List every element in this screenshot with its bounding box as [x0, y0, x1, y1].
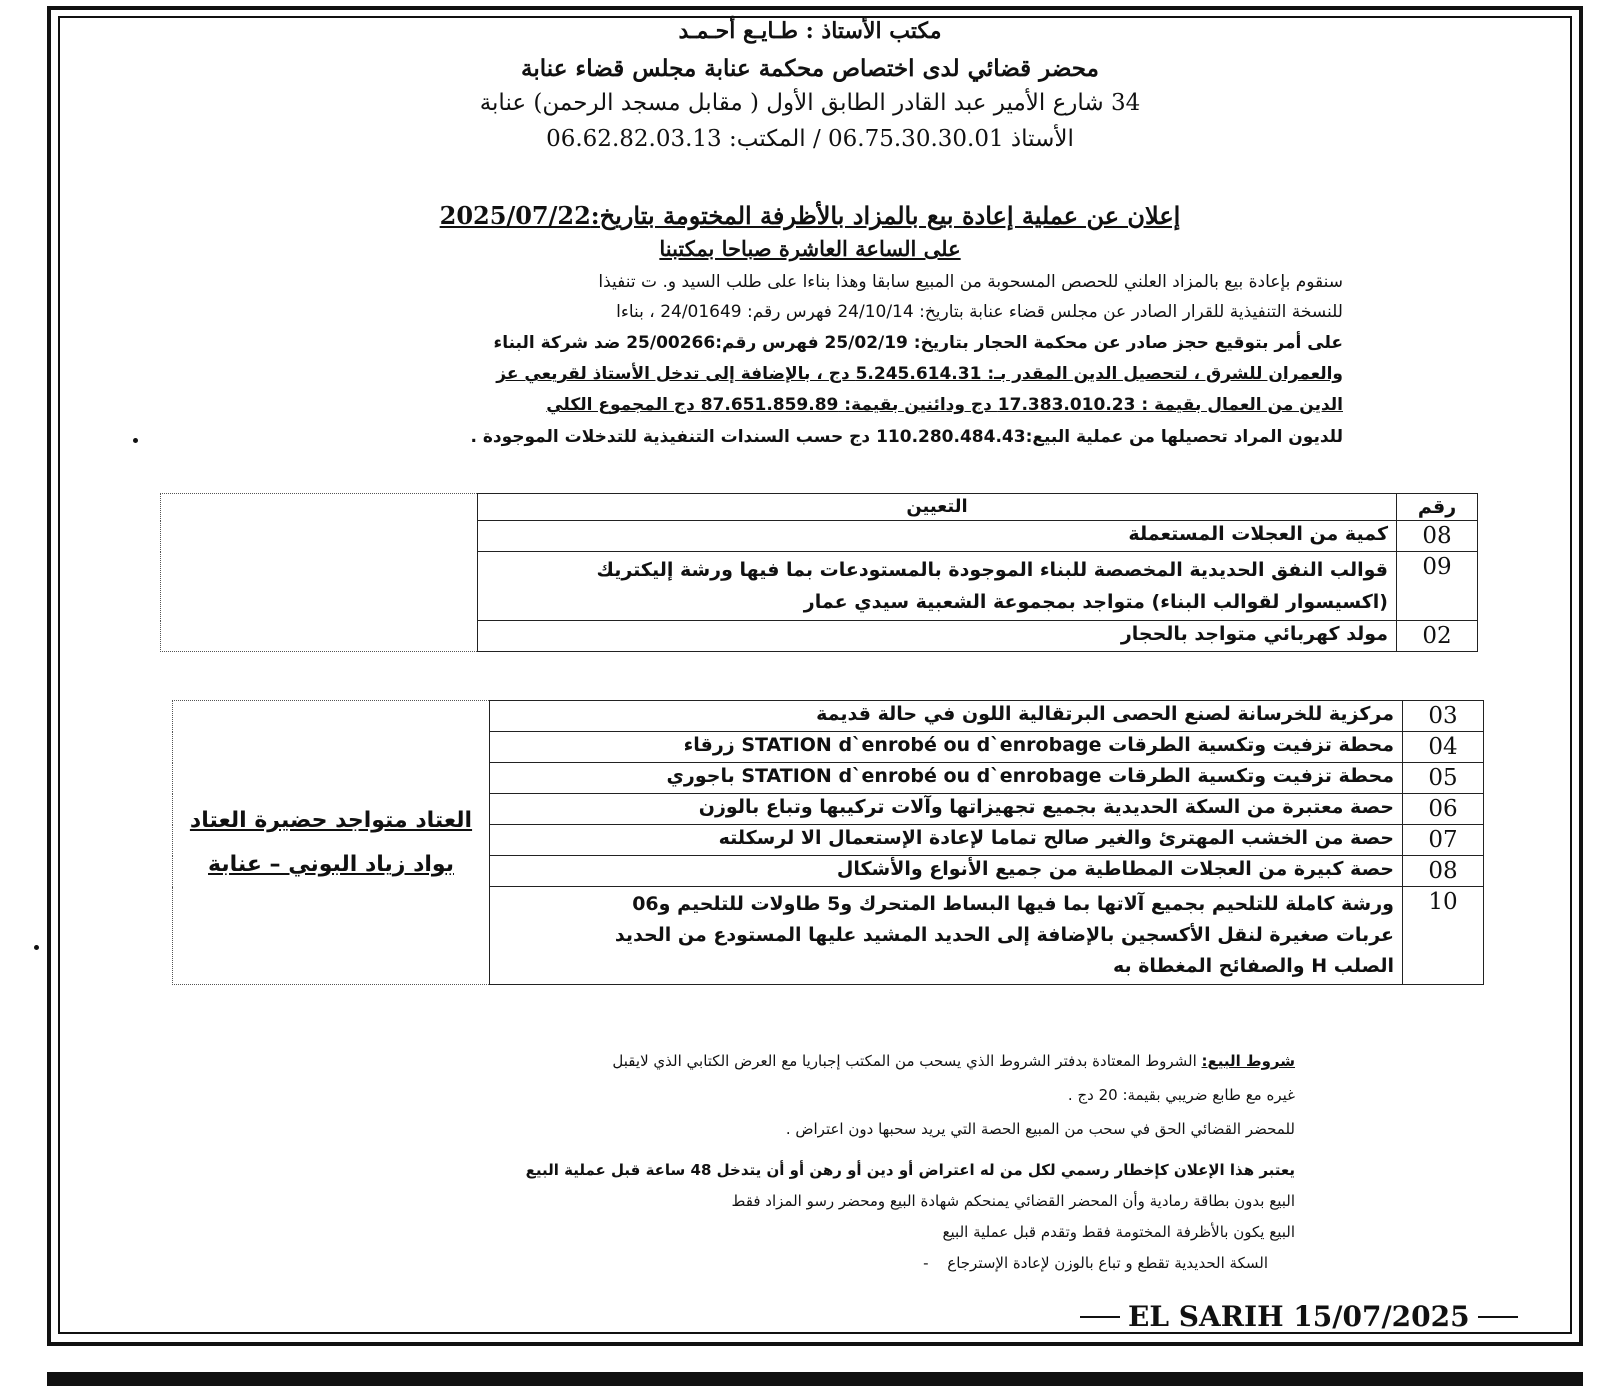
- bullet-dash: -: [923, 1254, 929, 1272]
- footer-rule-left: [1080, 1316, 1120, 1318]
- item-number: 02: [1397, 621, 1478, 652]
- item-number: 06: [1403, 794, 1484, 825]
- terms-line: غيره مع طابع ضريبي بقيمة: 20 دج .: [1067, 1086, 1295, 1104]
- footer-rule-right: [1478, 1316, 1518, 1318]
- item-description: محطة تزفيت وتكسية الطرقات STATION d`enrobé ou d`enrobage باجوري: [490, 763, 1403, 794]
- body-line: على أمر بتوقيع حجز صادر عن محكمة الحجار بتاريخ: 25/02/19 فهرس رقم:25/00266 ضد شركة البناء: [493, 333, 1343, 353]
- bailiff-role: محضر قضائي لدى اختصاص محكمة عنابة مجلس قضاء عنابة: [521, 55, 1099, 82]
- item-number: 10: [1403, 887, 1484, 985]
- item-description: كمية من العجلات المستعملة: [478, 521, 1397, 552]
- item-description-line: ورشة كاملة للتلحيم بجميع آلاتها بما فيها البساط المتحرك و5 طاولات للتلحيم و06: [632, 893, 1394, 915]
- terms-label: شروط البيع:: [1201, 1052, 1295, 1070]
- column-header-description: التعيين: [478, 494, 1397, 521]
- office-phones: الأستاذ 06.75.30.30.01 / المكتب: 06.62.82.03.13: [546, 126, 1074, 152]
- item-description: حصة من الخشب المهترئ والغير صالح تماما لإعادة الإستعمال الا لرسكلته: [490, 825, 1403, 856]
- item-description: حصة معتبرة من السكة الحديدية بجميع تجهيزاتها وآلات تركيبها وتباع بالوزن: [490, 794, 1403, 825]
- body-line: الدين من العمال بقيمة : 17.383.010.23 دج ودائنين بقيمة: 87.651.859.89 دج المجموع الكلي: [546, 395, 1343, 415]
- item-description: مركزية للخرسانة لصنع الحصى البرتقالية اللون في حالة قديمة: [490, 701, 1403, 732]
- item-number: 07: [1403, 825, 1484, 856]
- terms-line: [612, 1052, 1295, 1070]
- item-number: 04: [1403, 732, 1484, 763]
- publication-footer: [1080, 1300, 1540, 1333]
- item-description: مولد كهربائي متواجد بالحجار: [478, 621, 1397, 652]
- table-row: [173, 701, 1484, 732]
- item-number: 08: [1397, 521, 1478, 552]
- item-description: محطة تزفيت وتكسية الطرقات STATION d`enrobé ou d`enrobage زرقاء: [490, 732, 1403, 763]
- announcement-title: إعلان عن عملية إعادة بيع بالمزاد بالأظرفة المختومة بتاريخ:2025/07/22: [439, 201, 1181, 230]
- office-name: مكتب الأستاذ : طـايـع أحـمـد: [678, 18, 942, 44]
- items-table-1: [160, 493, 1478, 652]
- item-number: 08: [1403, 856, 1484, 887]
- body-line: سنقوم بإعادة بيع بالمزاد العلني للحصص المسحوبة من المبيع سابقا وهذا بناءا على طلب السيد و. ت تنفيذا: [598, 272, 1343, 292]
- terms-text: الشروط المعتادة بدفتر الشروط الذي يسحب من المكتب إجباريا مع العرض الكتابي الذي لايقبل: [612, 1052, 1197, 1070]
- item-description-line: قوالب النفق الحديدية المخصصة للبناء الموجودة بالمستودعات بما فيها ورشة إليكتريك: [596, 559, 1388, 581]
- item-number: 09: [1397, 552, 1478, 621]
- location-note: العتاد متواجد حضيرة العتاد بواد زياد البوني – عنابة: [189, 807, 473, 877]
- item-description-line: (اكسيسوار لقوالب البناء) متواجد بمجموعة الشعبية سيدي عمار: [803, 591, 1388, 613]
- terms-line: للمحضر القضائي الحق في سحب من المبيع الحصة التي يريد سحبها دون اعتراض .: [785, 1120, 1295, 1138]
- body-line: للنسخة التنفيذية للقرار الصادر عن مجلس قضاء عنابة بتاريخ: 24/10/14 فهرس رقم: 24/01649 ، بناءا: [616, 302, 1343, 322]
- location-note-cell: [173, 701, 490, 985]
- terms-line: [923, 1254, 1268, 1272]
- terms-line: البيع يكون بالأظرفة المختومة فقط وتقدم قبل عملية البيع: [942, 1223, 1295, 1241]
- scan-speck: [34, 945, 39, 950]
- announcement-subtitle: على الساعة العاشرة صباحا بمكتبنا: [659, 236, 961, 261]
- item-description-line: الصلب H والصفائح المغطاة به: [1112, 955, 1394, 977]
- terms-line: البيع بدون بطاقة رمادية وأن المحضر القضائي يمنحكم شهادة البيع ومحضر رسو المزاد فقط: [731, 1192, 1295, 1210]
- item-number: 05: [1403, 763, 1484, 794]
- items-table-2: [172, 700, 1484, 985]
- body-line: والعمران للشرق ، لتحصيل الدين المقدر بـ: 5.245.614.31 دج ، بالإضافة إلى تدخل الأستاذ لقريعي عز: [496, 364, 1343, 384]
- body-line: للديون المراد تحصيلها من عملية البيع:110.280.484.43 دج حسب السندات التنفيذية للتدخلات الموجودة .: [470, 427, 1343, 447]
- column-header-number: رقم: [1397, 494, 1478, 521]
- publication-label: EL SARIH 15/07/2025: [1128, 1300, 1470, 1333]
- scan-speck: [133, 438, 138, 443]
- item-number: 03: [1403, 701, 1484, 732]
- item-description: [490, 887, 1403, 985]
- item-description-line: عربات صغيرة لنقل الأكسجين بالإضافة إلى الحديد المشيد عليها المستودع من الحديد: [614, 924, 1394, 946]
- terms-text: السكة الحديدية تقطع و تباع بالوزن لإعادة الإسترجاع: [947, 1254, 1268, 1272]
- terms-line: يعتبر هذا الإعلان كإخطار رسمي لكل من له اعتراض أو دين أو رهن أو أن يتدخل 48 ساعة قبل عملية البيع: [525, 1161, 1295, 1179]
- office-address: 34 شارع الأمير عبد القادر الطابق الأول ( مقابل مسجد الرحمن) عنابة: [479, 90, 1141, 116]
- item-description: حصة كبيرة من العجلات المطاطية من جميع الأنواع والأشكال: [490, 856, 1403, 887]
- empty-side-cell: [161, 494, 478, 652]
- bottom-rule: [47, 1372, 1583, 1386]
- item-description: [478, 552, 1397, 621]
